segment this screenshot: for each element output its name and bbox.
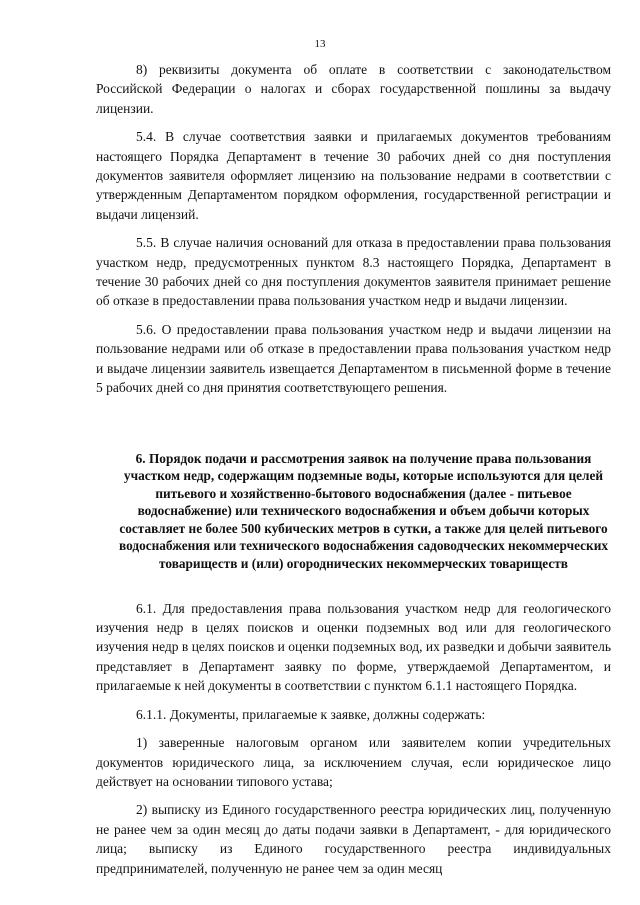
page-number: 13 bbox=[314, 38, 326, 50]
section-heading: 6. Порядок подачи и рассмотрения заявок на получение права пользования участком недр, содержащим подземные воды, которые используются для целей питьевого и хозяйственно-бытового водоснабжения (далее - питьевое водоснабжение) или технического водоснабжения и объем добычи которых составляет не более 500 кубических метров в сутки, а также для целей питьевого водоснабжения или технического водоснабжения садоводческих некоммерческих товариществ и (или) огороднических некоммерческих товариществ bbox=[118, 450, 609, 572]
document-body bbox=[96, 60, 611, 878]
paragraph-item-2: 2) выписку из Единого государственного реестра юридических лиц, полученную не ранее чем за один месяц до даты подачи заявки в Департамент, - для юридического лица; выписку из Единого государственного реестра индивидуальных предпринимателей, полученную не ранее чем за один месяц bbox=[96, 802, 611, 876]
paragraph-5-5: 5.5. В случае наличия оснований для отказа в предоставлении права пользования участком недр, предусмотренных пунктом 8.3 настоящего Порядка, Департамент в течение 30 рабочих дней со дня поступления документов заявителя принимает решение об отказе в предоставлении права пользования участком недр и выдачи лицензии. bbox=[96, 235, 611, 309]
paragraph-6-1: 6.1. Для предоставления права пользования участком недр для геологического изучения недр в целях поисков и оценки подземных вод или для геологического изучения недр в целях поисков и оценки подземных вод, их разведки и добычи заявитель представляет в Департамент заявку по форме, утверждаемой Департаментом, и прилагаемые к ней документы в соответствии с пунктом 6.1.1 настоящего Порядка. bbox=[96, 600, 611, 694]
paragraph-5-4: 5.4. В случае соответствия заявки и прилагаемых документов требованиям настоящего Порядка Департамент в течение 30 рабочих дней со дня поступления документов заявителя оформляет лицензию на пользование недрами в соответствии с утвержденным Департаментом порядком оформления, государственной регистрации и выдачи лицензий. bbox=[96, 129, 611, 222]
paragraph-5-6: 5.6. О предоставлении права пользования участком недр и выдачи лицензии на пользование недрами или об отказе в предоставлении права пользования участком недр и выдаче лицензии заявитель извещается Департаментом в письменной форме в течение 5 рабочих дней со дня принятия соответствующего решения. bbox=[96, 321, 611, 396]
paragraph-6-1-1: 6.1.1. Документы, прилагаемые к заявке, должны содержать: bbox=[136, 706, 486, 722]
paragraph-item-1: 1) заверенные налоговым органом или заявителем копии учредительных документов юридического лица, за исключением случая, если юридическое лицо действует на основании типового устава; bbox=[96, 735, 611, 789]
paragraph-item-8: 8) реквизиты документа об оплате в соответствии с законодательством Российской Федерации о налогах и сборах государственной пошлины за выдачу лицензии. bbox=[96, 62, 611, 116]
